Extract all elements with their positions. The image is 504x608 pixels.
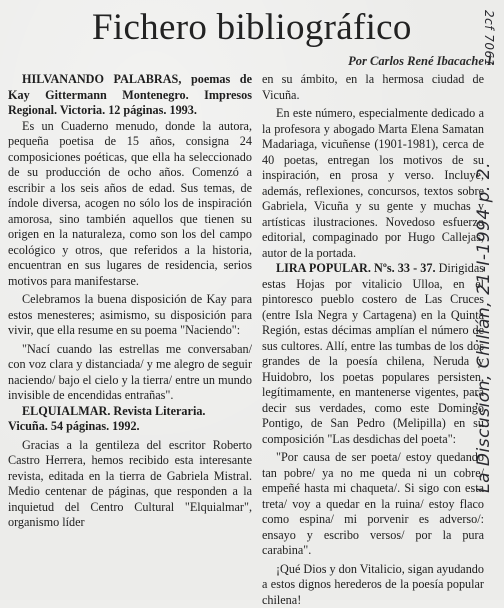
catalog-number: 2cf 7061 [482, 10, 496, 67]
entry-lira-popular [262, 261, 484, 447]
byline: Por Carlos René Ibacache I. [290, 54, 495, 69]
entry-title: HILVANANDO PALABRAS [22, 72, 178, 86]
paragraph: Es un Cuaderno menudo, donde la autora, pequeña poetisa de 15 años, consigna 24 composiciones poéticas, que ella ha seleccionado de su producción de ocho años. Comenzó a escribir a los seis años de edad. Sus temas, de índole diversa, acogen no sólo los de inspiración amorosa, sino también aquellos que tienen su origen en la naturaleza, como son los del campo ecológico y otros, que referidos a la historia, encuentran en sus lugares de residencia, serios motivos para manifestarse. [8, 119, 252, 290]
poem-quote: "Por causa de ser poeta/ estoy quedando tan pobre/ ya no me queda ni un cobre/ empeñé hasta mi chaqueta/. Si sigo con esta treta/ voy a quedar en la ruina/ estoy flaco como espina/ mi porvenir es adverso/: ensayo y escribo versos/ por la pura carabina". [262, 450, 484, 559]
entry-title: ELQUIALMAR. Revista Literaria. [22, 404, 205, 418]
left-column [8, 72, 252, 531]
article-title: Fichero bibliográfico [92, 6, 412, 49]
entry-details: , poemas de Kay Gittermann Montenegro. Impresos Regional. Victoria. 12 páginas. 1993. [8, 72, 252, 117]
right-column [262, 72, 484, 608]
source-note: La Discusión, Chillán, 21-I-1994 p. 2. [474, 162, 494, 493]
entry-hilvanando [8, 72, 252, 119]
poem-quote: "Nací cuando las estrellas me conversaban/ con voz clara y distanciada/ y me alegro de seguir naciendo/ bajo el cielo y la tierra/ entre un mundo invisible de encendidas entrañas". [8, 342, 252, 404]
paragraph-continuation: en su ámbito, en la hermosa ciudad de Vicuña. [262, 72, 484, 103]
catalog-note [482, 10, 502, 80]
handwritten-annotation [470, 12, 500, 602]
entry-details: Vicuña. 54 páginas. 1992. [8, 419, 140, 433]
paragraph: Celebramos la buena disposición de Kay para estos menesteres; asimismo, su disposición para vivir, que ella resume en su poema "Naciendo": [8, 292, 252, 339]
paragraph: Dirigidas estas Hojas por vitalicio Ulloa, en el pintoresco pueblo costero de Las Cruces (entre Isla Negra y Cartagena) en la Quinta Región, estas décimas amplían el número de sus cultores. Allí, entre las tumbas de los dos grandes de la poesía chilena, Neruda y Huidobro, los poetas populares persisten, legítimamente, en mantenerse vigentes, para decir sus verdades, como este Domingo Pontigo, de San Pedro (Melipilla) en su composición "Las desdichas del poeta": [262, 261, 484, 446]
paragraph: ¡Qué Dios y don Vitalicio, sigan ayudando a estos dignos herederos de la poesía popular chilena! [262, 562, 484, 608]
paragraph: Gracias a la gentileza del escritor Roberto Castro Herrera, hemos recibido esta interesante revista, editada en la tierra de Gabriela Mistral. Medio centenar de páginas, que responden a la inquietud del Centro Cultural "Elquialmar", organismo líder [8, 438, 252, 531]
entry-title: LIRA POPULAR. Nºs. 33 - 37. [276, 261, 436, 275]
entry-elquialmar [8, 404, 252, 435]
paragraph: En este número, especialmente dedicado a la profesora y abogado Marta Elena Samatan Madariaga, vicuñense (1901-1981), cerca de 40 poetas, entregan los motivos de su inspiración, en prosa y verso. Incluye, además, reflexiones, concursos, textos sobre Gabriela, Vicuña y su gente y muchas y artísticas ilustraciones. Novedoso esfuerzo editorial, compaginado por Hugo Callejas, autor de la portada. [262, 106, 484, 261]
